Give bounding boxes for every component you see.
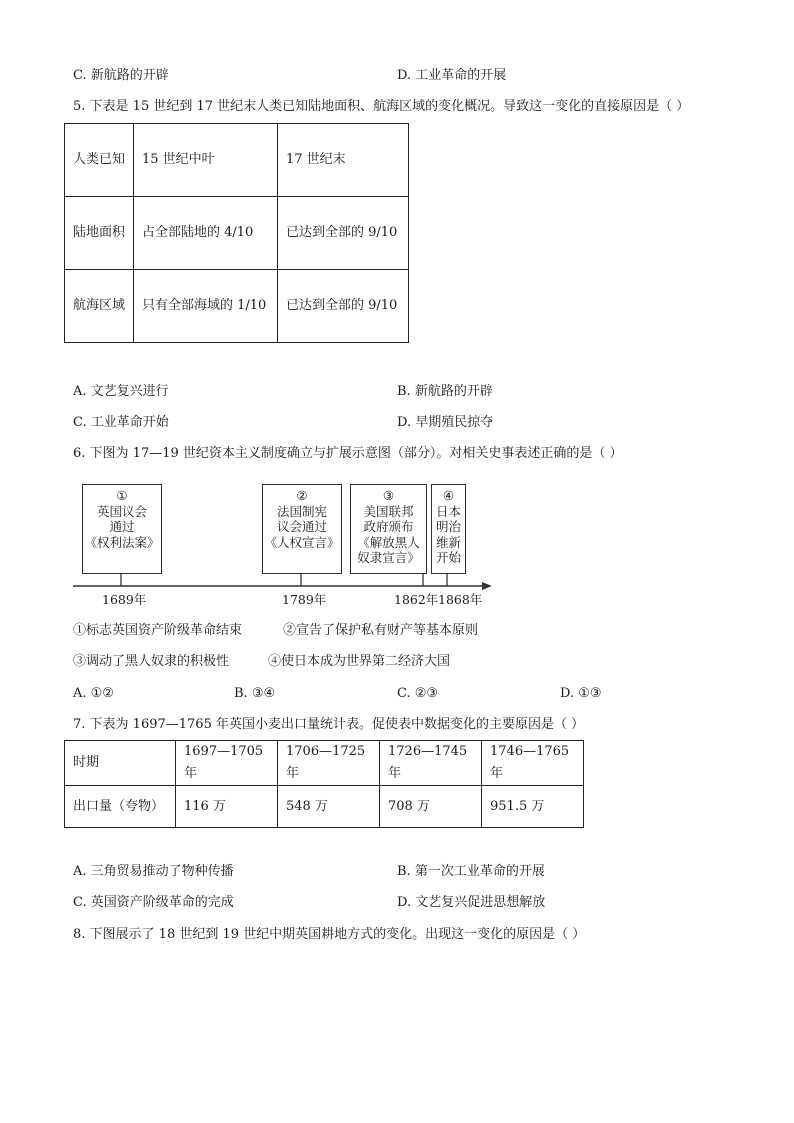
q7-table [64, 740, 584, 828]
table-row [65, 741, 584, 786]
q6-option-c: C. ②③ [397, 686, 439, 701]
table-cell: 116 万 [176, 786, 278, 828]
event-line: 《权利法案》 [84, 534, 160, 550]
timeline-event-4 [431, 484, 466, 574]
table-cell: 人类已知 [65, 124, 134, 197]
event-line: 《人权宣言》 [264, 534, 340, 550]
event-number: ③ [382, 488, 395, 503]
event-line: 英国议会 [96, 503, 147, 519]
event-number: ② [296, 488, 308, 503]
q6-option-d: D. ①③ [560, 686, 602, 701]
event-line: 美国联邦 [363, 503, 414, 519]
table-cell: 708 万 [380, 786, 482, 828]
q7-option-c: C. 英国资产阶级革命的完成 [73, 895, 234, 910]
q6-statement-4: ④使日本成为世界第二经济大国 [268, 654, 451, 669]
table-cell: 出口量（夸物） [65, 786, 176, 828]
prev-option-d: D. 工业革命的开展 [397, 68, 507, 83]
q5-table [64, 123, 409, 343]
table-cell: 1746—1765 年 [482, 741, 584, 786]
table-row [65, 270, 409, 343]
timeline-arrow-icon [482, 582, 492, 590]
event-line: 议会通过 [276, 519, 327, 534]
q5-option-d: D. 早期殖民掠夺 [397, 415, 494, 430]
table-cell: 陆地面积 [65, 197, 134, 270]
event-line: 奴隶宣言》 [357, 550, 420, 565]
table-cell: 已达到全部的 9/10 [278, 270, 409, 343]
event-number: ④ [442, 488, 455, 503]
event-line: 明治 [435, 519, 461, 534]
q6-option-a: A. ①② [73, 686, 114, 701]
timeline-year: 1862年 [394, 592, 439, 607]
timeline-event-1 [82, 484, 162, 574]
q5-option-b: B. 新航路的开辟 [397, 384, 493, 399]
q6-option-b: B. ③④ [234, 686, 276, 701]
q7-option-b: B. 第一次工业革命的开展 [397, 864, 545, 879]
timeline-year: 1868年 [438, 592, 483, 607]
q6-statement-2: ②宣告了保护私有财产等基本原则 [283, 623, 479, 638]
event-line: 开始 [435, 550, 461, 565]
event-line: 《解放黑人 [357, 534, 420, 550]
table-cell: 15 世纪中叶 [134, 124, 278, 197]
timeline-event-3 [350, 484, 427, 574]
timeline-year: 1689年 [102, 592, 147, 607]
table-cell: 占全部陆地的 4/10 [134, 197, 278, 270]
table-cell: 只有全部海域的 1/10 [134, 270, 278, 343]
event-number: ① [116, 488, 128, 503]
q5-option-c: C. 工业革命开始 [73, 415, 169, 430]
table-cell: 时期 [65, 741, 176, 786]
table-cell: 1697—1705 年 [176, 741, 278, 786]
table-cell: 1706—1725 年 [278, 741, 380, 786]
table-cell: 17 世纪末 [278, 124, 409, 197]
q7-option-d: D. 文艺复兴促进思想解放 [397, 895, 546, 910]
event-line: 维新 [435, 534, 461, 550]
q8-stem: 8. 下图展示了 18 世纪到 19 世纪中期英国耕地方式的变化。出现这一变化的原因是（ ） [73, 927, 586, 942]
event-line: 通过 [109, 519, 135, 534]
table-cell: 548 万 [278, 786, 380, 828]
table-cell: 航海区域 [65, 270, 134, 343]
table-row [65, 786, 584, 828]
event-line: 政府颁布 [363, 519, 414, 534]
q5-stem: 5. 下表是 15 世纪到 17 世纪末人类已知陆地面积、航海区域的变化概况。导致这一变化的直接原因是（ ） [73, 99, 690, 114]
q7-stem: 7. 下表为 1697—1765 年英国小麦出口量统计表。促使表中数据变化的主要原因是（ ） [73, 717, 585, 732]
event-line: 法国制宪 [276, 503, 327, 519]
q6-stem: 6. 下图为 17—19 世纪资本主义制度确立与扩展示意图（部分）。对相关史事表述正确的是（ ） [73, 446, 623, 461]
table-cell: 951.5 万 [482, 786, 584, 828]
table-cell: 已达到全部的 9/10 [278, 197, 409, 270]
table-row [65, 124, 409, 197]
prev-option-c: C. 新航路的开辟 [73, 68, 169, 83]
q5-option-a: A. 文艺复兴进行 [73, 384, 169, 399]
table-cell: 1726—1745 年 [380, 741, 482, 786]
table-row [65, 197, 409, 270]
timeline-event-2 [262, 484, 342, 574]
timeline-year: 1789年 [282, 592, 327, 607]
q6-statement-3: ③调动了黑人奴隶的积极性 [73, 654, 230, 669]
q7-option-a: A. 三角贸易推动了物种传播 [73, 864, 234, 879]
event-line: 日本 [435, 503, 461, 519]
q6-statement-1: ①标志英国资产阶级革命结束 [73, 623, 243, 638]
